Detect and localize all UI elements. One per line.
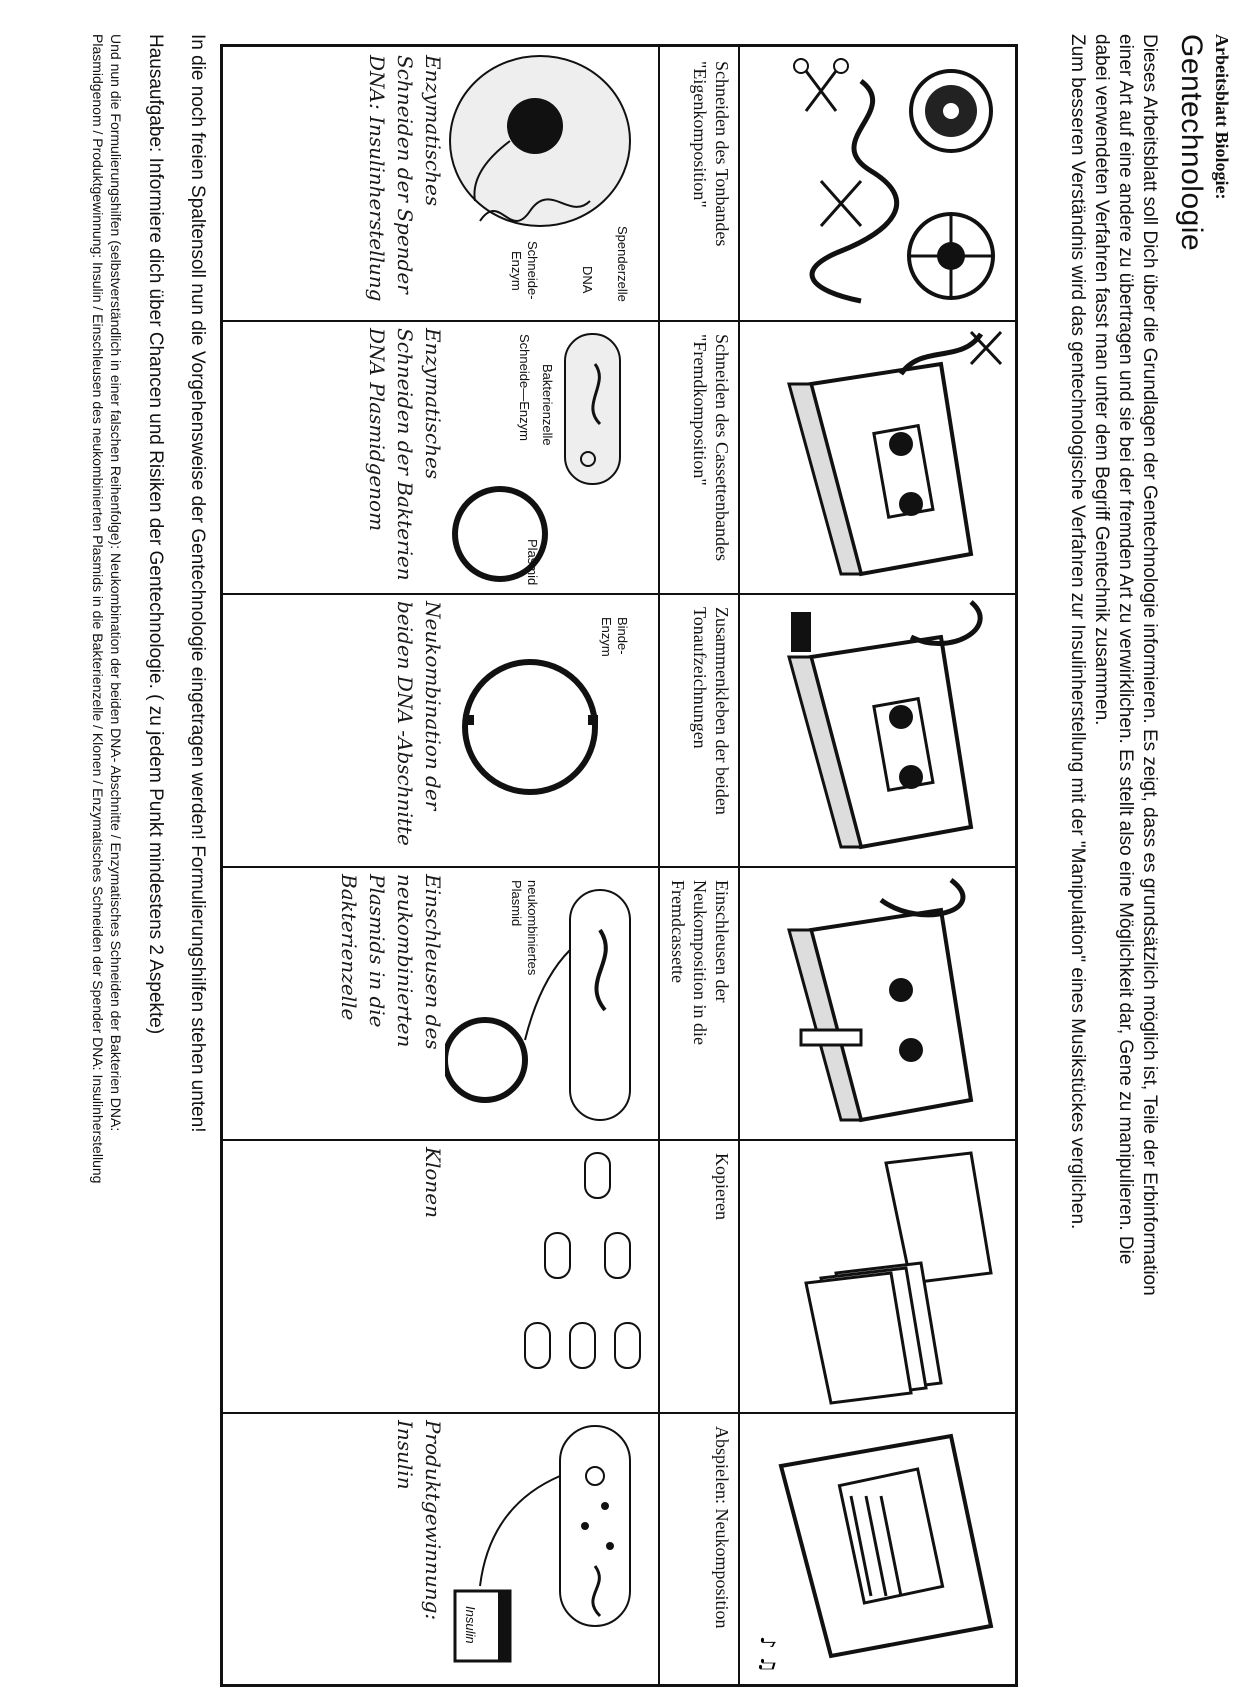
subject-label: Arbeitsblatt Biologie:	[1212, 34, 1232, 200]
step-label-5: Kopieren	[712, 1153, 732, 1220]
step-label-2: Schneiden des Cassettenbandes "Fremdkomposition"	[690, 334, 732, 561]
step-label-3: Zusammenkleben der beiden Tonaufzeichnungen	[690, 607, 732, 815]
handwritten-answer-3: Neukombination der beiden DNA -Abschnitte	[393, 601, 445, 846]
diagram-label-insulin: Insulin	[463, 1606, 478, 1644]
svg-text:♪ ♫: ♪ ♫	[756, 1636, 780, 1674]
diagram-label-plasmid-2: Plasmid	[509, 880, 524, 927]
cassette-player-image	[743, 1416, 1011, 1680]
bacterium-plasmid-diagram	[420, 324, 650, 589]
diagram-label-spenderzelle: Spenderzelle	[615, 226, 630, 302]
handwritten-answer-6: Produktgewinnung: Insulin	[393, 1420, 445, 1621]
fill-in-instruction: In die noch freien Spaltensoll nun die Vorgehensweise der Gentechnologie eingetragen werden! Formulierungshilfen stehen unten!	[187, 34, 208, 1133]
step-label-6: Abspielen: Neukomposition	[712, 1426, 732, 1629]
cassette-glue-image	[743, 597, 1011, 862]
table-column-5	[223, 1139, 1015, 1414]
diagram-label-bakterienzelle: Bakterienzelle	[540, 364, 555, 446]
table-column-2	[223, 320, 1015, 595]
intro-line-4: Zum besseren Verständnis wird das gentechnologische Verfahren zur Insulinherstellung mit der "Manipulation" eines Musikstückes verglichen.	[1067, 34, 1088, 1230]
diagram-label-binde: Binde-	[615, 617, 630, 655]
diagram-label-binde-enzym: Enzym	[599, 617, 614, 657]
table-column-6	[223, 1412, 1015, 1684]
donor-cell-diagram	[420, 51, 650, 316]
formulation-hints-line-1: Und nun die Formulierungshilfen (selbstverständlich in einer falschen Reihenfolge): Neukombination der beiden DNA- Abschnitte / Enzymatisches Schneiden der Bakterien DNA:	[108, 34, 124, 1132]
handwritten-answer-4: Einschleusen des neukombinierten Plasmids in die Bakterienzelle	[337, 874, 445, 1050]
diagram-label-neukombiniertes: neukombiniertes	[525, 880, 540, 976]
page-title: Gentechnologie	[1175, 34, 1208, 252]
diagram-label-dna: DNA	[580, 266, 595, 294]
insulin-production-diagram	[420, 1416, 650, 1680]
homework-instruction: Hausaufgabe: Informiere dich über Chancen und Risiken der Gentechnologie. ( zu jedem Punkt mindestens 2 Aspekte)	[145, 34, 166, 1035]
diagram-label-schneide: Schneide-	[525, 241, 540, 300]
handwritten-answer-5: Klonen	[421, 1147, 445, 1218]
formulation-hints-line-2: Plasmidgenom / Produktgewinnung: Insulin / Einschleusen des neukombinierten Plasmids in die Bakterienzelle / Klonen / Enzymatisches Schneiden der Spender DNA: Insulinherstellung	[90, 34, 106, 1184]
intro-line-1: Dieses Arbeitsblatt soll Dich über die Grundlagen der Gentechnologie informieren. Es zeigt, dass es grundsätzlich möglich ist, Teile der Erbinformation	[1139, 34, 1160, 1296]
intro-line-3: dabei verwendeten Verfahren fasst man unter dem Begriff Gentechnik zusammen.	[1091, 34, 1112, 726]
comparison-table	[220, 44, 1018, 1687]
diagram-label-plasmid: Plasmid	[525, 539, 540, 586]
ligase-diagram	[420, 597, 650, 862]
table-column-4	[223, 866, 1015, 1141]
cassette-copies-image	[743, 1143, 1011, 1408]
handwritten-answer-1: Enzymatisches Schneiden der Spender DNA: Insulinherstellung	[365, 55, 445, 302]
diagram-label-schneide-enzym: Schneide—Enzym	[517, 334, 532, 441]
handwritten-answer-2: Enzymatisches Schneiden der Bakterien DNA Plasmidgenom	[365, 328, 445, 581]
table-column-1	[223, 47, 1015, 322]
cassette-insert-image	[743, 870, 1011, 1135]
table-column-3	[223, 593, 1015, 868]
step-label-4: Einschleusen der Neukomposition in die Fremdcassette	[668, 880, 732, 1045]
tape-reel-scissors-image	[743, 51, 1011, 316]
cassette-scissors-image	[743, 324, 1011, 589]
step-label-1: Schneiden des Tonbandes "Eigenkomposition"	[690, 61, 732, 247]
intro-line-2: einer Art auf eine andere zu übertragen und sie bei der fremden Art zu verwirklichen. Es stellt also eine Möglichkeit dar, Gene zu manipulieren. Die	[1115, 34, 1136, 1265]
diagram-label-enzym: Enzym	[509, 251, 524, 291]
recombinant-plasmid-diagram	[420, 870, 650, 1135]
cloning-diagram	[420, 1143, 650, 1408]
